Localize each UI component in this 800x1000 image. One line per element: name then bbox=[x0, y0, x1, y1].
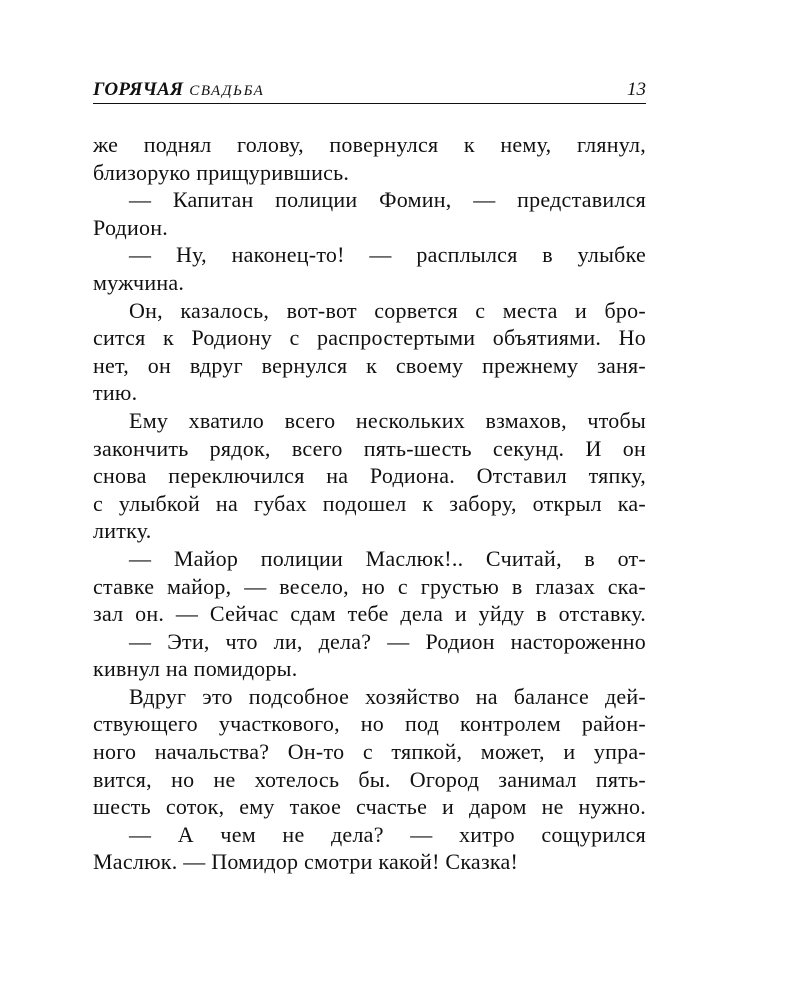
text-line: — А чем не дела? — хитро сощурился bbox=[129, 821, 646, 847]
running-head bbox=[93, 79, 646, 101]
book-page bbox=[93, 0, 646, 1000]
text-line: Он, казалось, вот-вот сорвется с места и бро- bbox=[129, 297, 646, 323]
text-line: — Эти, что ли, дела? — Родион настороженно bbox=[129, 628, 646, 654]
text-line: Маслюк. — Помидор смотри какой! Сказка! bbox=[93, 849, 519, 875]
text-line: тию. bbox=[93, 380, 138, 406]
text-line: мужчина. bbox=[93, 269, 185, 295]
text-line: нет, он вдруг вернулся к своему прежнему заня- bbox=[93, 352, 646, 378]
text-line: Родион. bbox=[93, 214, 169, 240]
text-line: зал он. — Сейчас сдам тебе дела и уйду в отставку. bbox=[93, 601, 646, 627]
text-line: же поднял голову, повернулся к нему, глянул, bbox=[93, 132, 646, 157]
text-line: с улыбкой на губах подошел к забору, открыл ка- bbox=[93, 490, 646, 516]
text-line: близоруко прищурившись. bbox=[93, 159, 350, 185]
text-line: — Ну, наконец-то! — расплылся в улыбке bbox=[129, 242, 646, 268]
text-line: Ему хватило всего нескольких взмахов, чтобы bbox=[129, 407, 646, 433]
body-text bbox=[93, 131, 646, 876]
text-line: литку. bbox=[93, 518, 152, 544]
text-line: закончить рядок, всего пять-шесть секунд. И он bbox=[93, 435, 646, 461]
running-title-rest: СВАДЬБА bbox=[189, 83, 265, 99]
text-line: вится, но не хотелось бы. Огород занимал пять- bbox=[93, 766, 646, 792]
page-number: 13 bbox=[627, 79, 646, 100]
running-title bbox=[93, 79, 264, 101]
text-line: снова переключился на Родиона. Отставил тяпку, bbox=[93, 463, 646, 489]
text-line: сится к Родиону с распростертыми объятиями. Но bbox=[93, 325, 646, 351]
text-line: Вдруг это подсобное хозяйство на балансе дей- bbox=[129, 683, 646, 709]
header-rule bbox=[93, 103, 646, 104]
text-line: ставке майор, — весело, но с грустью в глазах ска- bbox=[93, 573, 646, 599]
text-line: ного начальства? Он-то с тяпкой, может, и упра- bbox=[93, 739, 646, 765]
running-title-bold: ГОРЯЧАЯ bbox=[93, 79, 184, 100]
text-line: кивнул на помидоры. bbox=[93, 656, 298, 682]
text-line: — Капитан полиции Фомин, — представился bbox=[129, 187, 646, 213]
text-line: ствующего участкового, но под контролем район- bbox=[93, 711, 646, 737]
text-line: — Майор полиции Маслюк!.. Считай, в от- bbox=[129, 545, 646, 571]
text-line: шесть соток, ему такое счастье и даром не нужно. bbox=[93, 794, 646, 820]
